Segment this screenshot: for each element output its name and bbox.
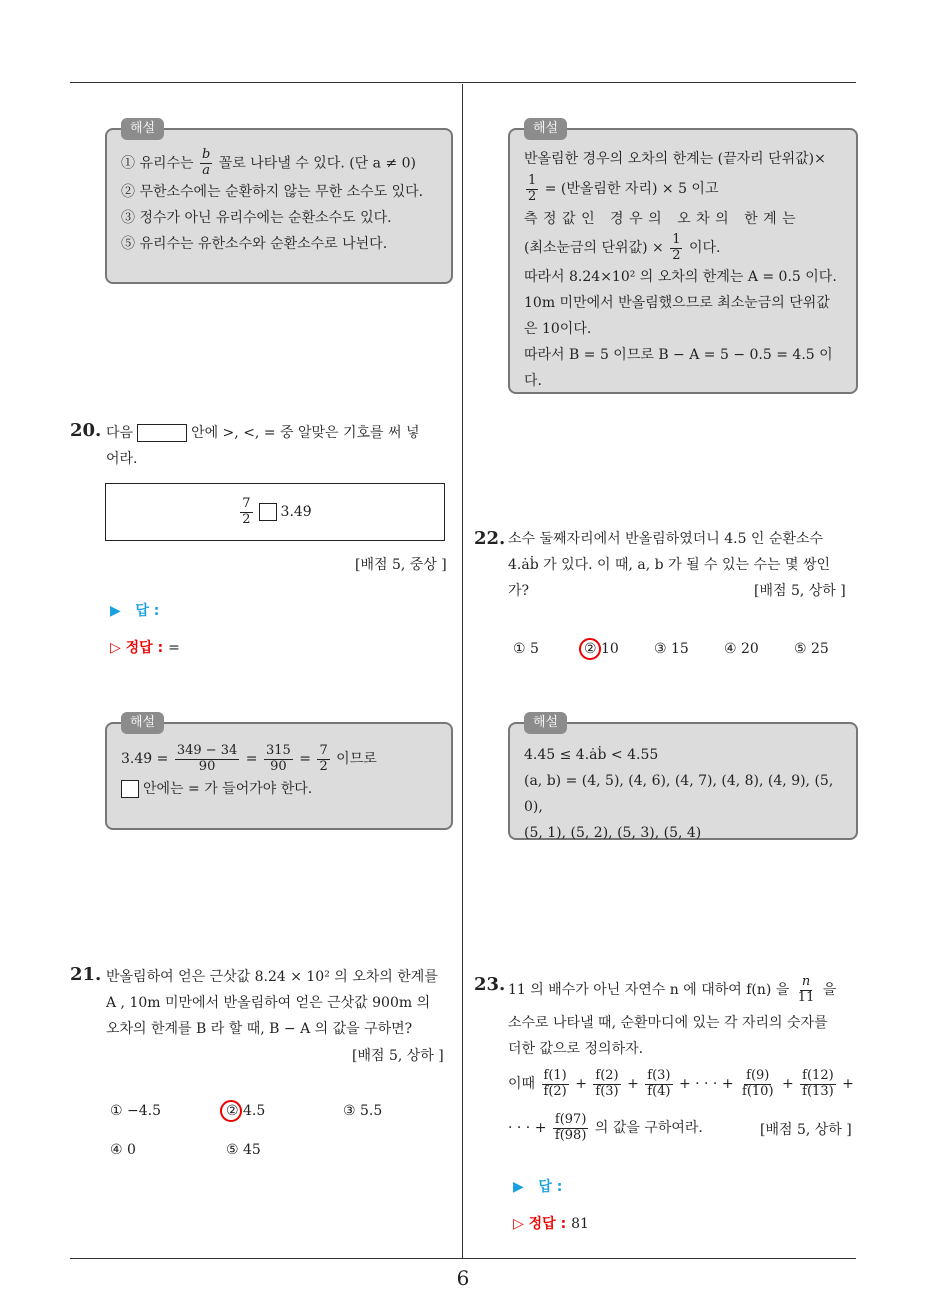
- solution-line: ① 유리수는 $\frac{b}{a}$ 꼴로 나타낼 수 있다. (단 a ≠ 0): [121, 147, 417, 178]
- solution-box-22: [508, 715, 858, 841]
- score-label: [배점 5, 중상 ]: [355, 557, 447, 573]
- solution-badge: 해설: [121, 118, 164, 140]
- choice-3[interactable]: ③ 15: [654, 641, 689, 657]
- comparison-frame: $\frac{7}{2}$ 3.49̇: [105, 483, 445, 541]
- solution-line: ⑤ 유리수는 유한소수와 순환소수로 나뉜다.: [121, 235, 388, 252]
- solution-line: (a, b) = (4, 5), (4, 6), (4, 7), (4, 8), (4, 9), (5, 0),: [524, 773, 834, 815]
- question-number: 20.: [70, 420, 102, 441]
- solution-line: ③ 정수가 아닌 유리수에는 순환소수도 있다.: [121, 209, 392, 226]
- fraction: $\frac{f(9)}{f(10)}$: [742, 1067, 774, 1099]
- selected-answer-circle: [579, 638, 601, 660]
- choice-1[interactable]: ① 5: [513, 641, 539, 657]
- solution-line: 4.45 ≤ 4.ȧḃ < 4.55: [524, 747, 659, 763]
- solution-line: $\frac{1}{2}$ = (반올림한 자리) × 5 이고: [528, 172, 719, 204]
- solution-line: 은 10이다.: [524, 321, 592, 337]
- choice-3[interactable]: ③ 5.5: [343, 1103, 383, 1119]
- question-text: 다음 안에 >, <, = 중 알맞은 기호를 써 넣 어라.: [106, 425, 420, 467]
- fraction: $\frac{7}{2}$: [319, 742, 328, 774]
- page-number: 6: [456, 1266, 470, 1290]
- score-label: [배점 5, 상하 ]: [754, 583, 846, 599]
- solution-line: (최소눈금의 단위값) × $\frac{1}{2}$ 이다.: [524, 231, 721, 263]
- fraction: $\frac{349 - 34}{90}$: [176, 742, 238, 774]
- fraction: $\frac{f(2)}{f(3)}$: [595, 1067, 619, 1099]
- solution-badge: 해설: [524, 712, 567, 734]
- choice-1[interactable]: ① −4.5: [110, 1103, 161, 1119]
- bottom-rule: [70, 1258, 856, 1259]
- selected-answer-circle: [220, 1100, 242, 1122]
- solution-line: 반올림한 경우의 오차의 한계는 (끝자리 단위값)×: [524, 151, 826, 167]
- solution-line: 따라서 8.24×10² 의 오차의 한계는 A = 0.5 이다.: [524, 269, 837, 285]
- question-number: 22.: [474, 528, 506, 549]
- fraction: $\frac{f(3)}{f(4)}$: [647, 1067, 671, 1099]
- solution-line: (5, 1), (5, 2), (5, 3), (5, 4): [524, 825, 702, 841]
- answer-square: [121, 780, 139, 798]
- fraction: $\frac{1}{2}$: [672, 231, 681, 263]
- score-label: [배점 5, 상하 ]: [760, 1122, 852, 1138]
- answer-square: [259, 503, 277, 521]
- question-number: 21.: [70, 964, 102, 985]
- column-divider: [462, 84, 463, 1258]
- solution-box-20: [105, 715, 453, 830]
- solution-box-19: [105, 121, 453, 284]
- correct-answer-row: ▷ 정답 : =: [110, 640, 180, 656]
- question-number: 23.: [474, 974, 506, 995]
- score-label: [배점 5, 상하 ]: [352, 1048, 444, 1064]
- question-text: 11 의 배수가 아닌 자연수 n 에 대하여 f(n) 을 $\frac{n}{11}$ 을 소수로 나타낼 때, 순환마디에 있는 각 자리의 숫자를 더한 값으로 정의하자. 이때 $\frac{f(1)}{f(2)}$ + $\frac{f(2)}{f(3)}$ + $\frac{f(3)}{f(4)}$ + · · · + $\frac{f(9)}{f(10)}$ + $\frac{f(12)}{f(13)}$ + · · · + $\frac{f(97)}{f(98)}$ 의 값을 구하여라.: [508, 973, 854, 1143]
- choice-2[interactable]: ② 4.5: [226, 1103, 266, 1119]
- answer-row: ▶ 답 :: [110, 603, 160, 619]
- choice-5[interactable]: ⑤ 25: [794, 641, 829, 657]
- fraction: $\frac{7}{2}$: [242, 495, 251, 527]
- solution-line: 따라서 B = 5 이므로 B − A = 5 − 0.5 = 4.5 이다.: [524, 347, 833, 389]
- blank-box: [137, 424, 187, 442]
- solution-box-18: [508, 121, 858, 394]
- solution-line: ② 무한소수에는 순환하지 않는 무한 소수도 있다.: [121, 183, 424, 200]
- choice-5[interactable]: ⑤ 45: [226, 1142, 261, 1158]
- question-text: 소수 둘째자리에서 반올림하였더니 4.5 인 순환소수 4.ȧḃ 가 있다. 이 때, a, b 가 될 수 있는 수는 몇 쌍인 가?: [508, 531, 831, 599]
- solution-line: 안에는 = 가 들어가야 한다.: [121, 776, 437, 802]
- choice-4[interactable]: ④ 20: [724, 641, 759, 657]
- choice-4[interactable]: ④ 0: [110, 1142, 136, 1158]
- fraction: $\frac{f(97)}{f(98)}$: [554, 1111, 587, 1143]
- correct-answer-row: ▷ 정답 : 81: [513, 1216, 589, 1232]
- top-rule: [70, 82, 856, 83]
- fraction: $\frac{f(1)}{f(2)}$: [543, 1067, 567, 1099]
- choice-2[interactable]: ② 10: [584, 641, 619, 657]
- fraction: $\frac{1}{2}$: [528, 172, 537, 204]
- solution-line: 3.49̇ = $\frac{349 - 34}{90}$ = $\frac{315}{90}$ = $\frac{7}{2}$ 이므로: [121, 742, 377, 774]
- fraction: $\frac{f(12)}{f(13)}$: [802, 1067, 834, 1099]
- solution-badge: 해설: [524, 118, 567, 140]
- fraction: $\frac{b}{a}$: [202, 147, 211, 178]
- answer-row: ▶ 답 :: [513, 1179, 563, 1195]
- question-text: 반올림하여 얻은 근삿값 8.24 × 10² 의 오차의 한계를 A , 10m 미만에서 반올림하여 얻은 근삿값 900m 의 오차의 한계를 B 라 할 때, B − A 의 값을 구하면?: [106, 969, 438, 1037]
- solution-line: 10m 미만에서 반올림했으므로 최소눈금의 단위값: [524, 295, 830, 311]
- fraction: $\frac{n}{11}$: [797, 973, 815, 1005]
- solution-badge: 해설: [121, 712, 164, 734]
- solution-line: 측정값인 경우의 오차의 한계는: [524, 211, 802, 227]
- fraction: $\frac{315}{90}$: [265, 742, 291, 774]
